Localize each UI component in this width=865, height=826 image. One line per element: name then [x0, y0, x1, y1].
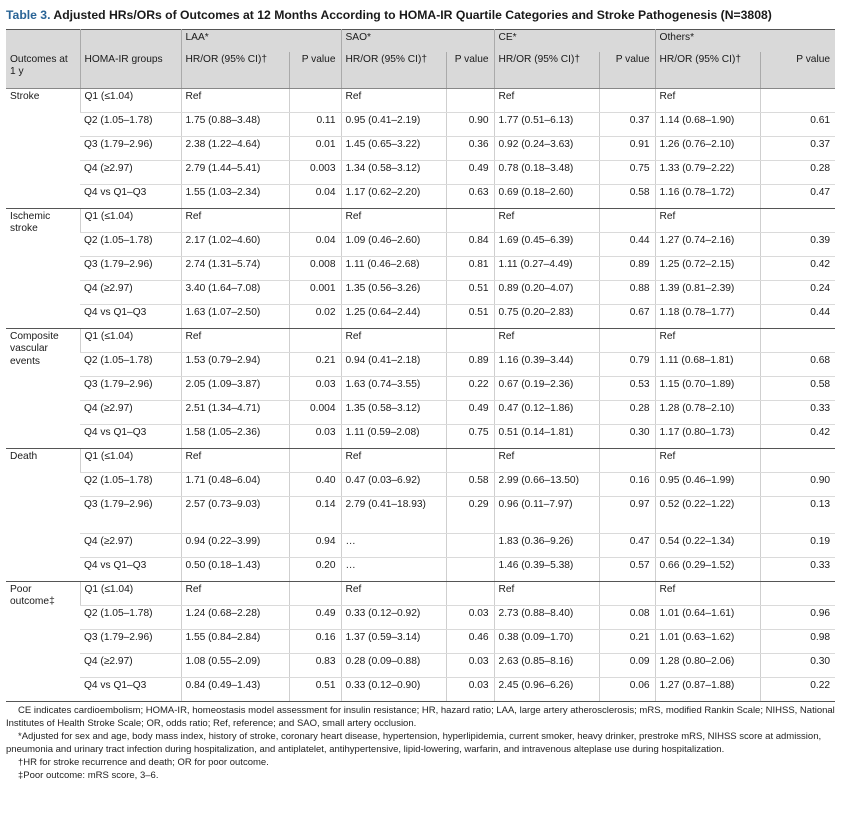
- hr-or-cell: 1.77 (0.51–6.13): [494, 112, 599, 136]
- homa-ir-group: Q3 (1.79–2.96): [80, 629, 181, 653]
- homa-ir-group: Q4 (≥2.97): [80, 400, 181, 424]
- p-value-cell: [760, 88, 835, 112]
- hr-or-cell: 1.01 (0.64–1.61): [655, 605, 760, 629]
- hr-or-cell: 2.73 (0.88–8.40): [494, 605, 599, 629]
- hr-or-cell: 1.35 (0.56–3.26): [341, 280, 446, 304]
- hr-or-cell: 1.37 (0.59–3.14): [341, 629, 446, 653]
- hr-or-cell: Ref: [494, 88, 599, 112]
- hr-or-cell: 0.33 (0.12–0.92): [341, 605, 446, 629]
- p-value-cell: 0.44: [760, 304, 835, 328]
- p-value-cell: 0.61: [760, 112, 835, 136]
- p-value-cell: 0.89: [599, 256, 655, 280]
- group-header-row: [6, 29, 835, 52]
- col-header-hr: HR/OR (95% CI)†: [655, 52, 760, 89]
- p-value-cell: 0.90: [446, 112, 494, 136]
- hr-or-cell: 2.51 (1.34–4.71): [181, 400, 289, 424]
- hr-or-cell: Ref: [181, 88, 289, 112]
- group-header-others: Others*: [655, 29, 835, 52]
- hr-or-cell: 1.55 (1.03–2.34): [181, 184, 289, 208]
- table-row: [6, 88, 835, 112]
- p-value-cell: 0.28: [599, 400, 655, 424]
- hr-or-cell: 1.53 (0.79–2.94): [181, 352, 289, 376]
- p-value-cell: 0.24: [760, 280, 835, 304]
- p-value-cell: 0.89: [446, 352, 494, 376]
- hr-or-cell: 1.11 (0.59–2.08): [341, 424, 446, 448]
- homa-ir-group: Q3 (1.79–2.96): [80, 496, 181, 533]
- hr-or-cell: 1.69 (0.45–6.39): [494, 232, 599, 256]
- p-value-cell: [289, 88, 341, 112]
- p-value-cell: [446, 208, 494, 232]
- col-header-hr: HR/OR (95% CI)†: [341, 52, 446, 89]
- hr-or-cell: 1.33 (0.79–2.22): [655, 160, 760, 184]
- hr-or-cell: 1.11 (0.68–1.81): [655, 352, 760, 376]
- p-value-cell: 0.84: [446, 232, 494, 256]
- column-header-row: [6, 52, 835, 89]
- homa-ir-group: Q2 (1.05–1.78): [80, 472, 181, 496]
- col-header-p: P value: [599, 52, 655, 89]
- p-value-cell: 0.97: [599, 496, 655, 533]
- homa-ir-group: Q4 (≥2.97): [80, 653, 181, 677]
- col-header-p: P value: [446, 52, 494, 89]
- table-row: [6, 208, 835, 232]
- p-value-cell: 0.11: [289, 112, 341, 136]
- hr-or-cell: 2.38 (1.22–4.64): [181, 136, 289, 160]
- hr-or-cell: 0.94 (0.41–2.18): [341, 352, 446, 376]
- hr-or-cell: 1.27 (0.87–1.88): [655, 677, 760, 701]
- p-value-cell: [599, 208, 655, 232]
- p-value-cell: 0.36: [446, 136, 494, 160]
- hr-or-cell: 0.94 (0.22–3.99): [181, 533, 289, 557]
- hr-or-cell: 1.28 (0.80–2.06): [655, 653, 760, 677]
- hr-or-cell: 0.28 (0.09–0.88): [341, 653, 446, 677]
- table-row: [6, 112, 835, 136]
- p-value-cell: 0.02: [289, 304, 341, 328]
- homa-ir-group: Q4 vs Q1–Q3: [80, 677, 181, 701]
- hr-or-cell: Ref: [181, 208, 289, 232]
- p-value-cell: 0.03: [446, 605, 494, 629]
- homa-ir-group: Q1 (≤1.04): [80, 448, 181, 472]
- hr-or-cell: 2.99 (0.66–13.50): [494, 472, 599, 496]
- p-value-cell: 0.53: [599, 376, 655, 400]
- p-value-cell: 0.28: [760, 160, 835, 184]
- footnote-adjustment: *Adjusted for sex and age, body mass index, history of stroke, coronary heart disease, hypertension, hyperlipidemia, current smoker, heavy drinker, prestroke mRS, NIHSS score at admission, pneumonia and urinary tract infection during hospitalization, and antiplatelet, antihypertensive, lipid-lowering, warfarin, and intravenous alteplase use during hospitalization.: [6, 730, 822, 755]
- p-value-cell: 0.46: [446, 629, 494, 653]
- homa-ir-group: Q2 (1.05–1.78): [80, 112, 181, 136]
- hr-or-cell: 1.16 (0.39–3.44): [494, 352, 599, 376]
- p-value-cell: [446, 448, 494, 472]
- table-title: Adjusted HRs/ORs of Outcomes at 12 Months According to HOMA-IR Quartile Categories and Stroke Pathogenesis (N=3808): [53, 8, 772, 22]
- hr-or-cell: Ref: [341, 581, 446, 605]
- p-value-cell: 0.003: [289, 160, 341, 184]
- p-value-cell: 0.75: [446, 424, 494, 448]
- table-row: [6, 533, 835, 557]
- hr-or-cell: 1.11 (0.27–4.49): [494, 256, 599, 280]
- p-value-cell: 0.19: [760, 533, 835, 557]
- p-value-cell: 0.67: [599, 304, 655, 328]
- hr-or-cell: 1.15 (0.70–1.89): [655, 376, 760, 400]
- table-row: [6, 557, 835, 581]
- outcome-label: Composite vascular events: [6, 328, 80, 448]
- homa-ir-group: Q4 vs Q1–Q3: [80, 557, 181, 581]
- p-value-cell: 0.01: [289, 136, 341, 160]
- homa-ir-group: Q2 (1.05–1.78): [80, 605, 181, 629]
- hr-or-cell: 0.67 (0.19–2.36): [494, 376, 599, 400]
- homa-ir-group: Q4 vs Q1–Q3: [80, 424, 181, 448]
- col-header-p: P value: [289, 52, 341, 89]
- table-row: [6, 304, 835, 328]
- homa-ir-group: Q3 (1.79–2.96): [80, 376, 181, 400]
- homa-ir-group: Q2 (1.05–1.78): [80, 232, 181, 256]
- p-value-cell: 0.04: [289, 232, 341, 256]
- p-value-cell: 0.40: [289, 472, 341, 496]
- p-value-cell: 0.29: [446, 496, 494, 533]
- homa-ir-group: Q1 (≤1.04): [80, 208, 181, 232]
- outcome-label: Stroke: [6, 88, 80, 208]
- hr-or-cell: 0.51 (0.14–1.81): [494, 424, 599, 448]
- hr-or-cell: 1.17 (0.80–1.73): [655, 424, 760, 448]
- hr-or-cell: Ref: [181, 328, 289, 352]
- col-header-hr: HR/OR (95% CI)†: [494, 52, 599, 89]
- p-value-cell: 0.91: [599, 136, 655, 160]
- homa-ir-group: Q1 (≤1.04): [80, 328, 181, 352]
- hr-or-cell: Ref: [655, 328, 760, 352]
- hr-or-cell: 2.05 (1.09–3.87): [181, 376, 289, 400]
- p-value-cell: [760, 208, 835, 232]
- hr-or-cell: 2.79 (0.41–18.93): [341, 496, 446, 533]
- table-caption: [6, 8, 835, 24]
- outcome-label: Death: [6, 448, 80, 581]
- hr-or-cell: 2.63 (0.85–8.16): [494, 653, 599, 677]
- table-row: [6, 280, 835, 304]
- hr-or-cell: 1.63 (0.74–3.55): [341, 376, 446, 400]
- p-value-cell: 0.49: [289, 605, 341, 629]
- table-label: Table 3.: [6, 8, 51, 22]
- group-header-laa: LAA*: [181, 29, 341, 52]
- table-row: [6, 328, 835, 352]
- p-value-cell: 0.14: [289, 496, 341, 533]
- hr-or-cell: Ref: [341, 88, 446, 112]
- hr-or-cell: 1.25 (0.64–2.44): [341, 304, 446, 328]
- p-value-cell: 0.13: [760, 496, 835, 533]
- hr-or-cell: 3.40 (1.64–7.08): [181, 280, 289, 304]
- hr-or-cell: 0.47 (0.12–1.86): [494, 400, 599, 424]
- hr-or-cell: 1.25 (0.72–2.15): [655, 256, 760, 280]
- p-value-cell: [289, 208, 341, 232]
- p-value-cell: [599, 88, 655, 112]
- group-header-sao: SAO*: [341, 29, 494, 52]
- table-body: [6, 88, 835, 701]
- hr-or-cell: 1.14 (0.68–1.90): [655, 112, 760, 136]
- table-row: [6, 472, 835, 496]
- hr-or-cell: 0.92 (0.24–3.63): [494, 136, 599, 160]
- header-blank: [6, 29, 80, 52]
- p-value-cell: 0.51: [446, 280, 494, 304]
- hr-or-cell: 0.78 (0.18–3.48): [494, 160, 599, 184]
- hr-or-cell: 0.52 (0.22–1.22): [655, 496, 760, 533]
- p-value-cell: 0.37: [760, 136, 835, 160]
- p-value-cell: 0.37: [599, 112, 655, 136]
- p-value-cell: [599, 581, 655, 605]
- p-value-cell: 0.16: [289, 629, 341, 653]
- hr-or-cell: 1.01 (0.63–1.62): [655, 629, 760, 653]
- group-header-ce: CE*: [494, 29, 655, 52]
- p-value-cell: 0.004: [289, 400, 341, 424]
- p-value-cell: 0.42: [760, 256, 835, 280]
- table-row: [6, 629, 835, 653]
- homa-ir-group: Q1 (≤1.04): [80, 581, 181, 605]
- table-row: [6, 352, 835, 376]
- p-value-cell: 0.09: [599, 653, 655, 677]
- p-value-cell: 0.63: [446, 184, 494, 208]
- p-value-cell: 0.03: [289, 424, 341, 448]
- p-value-cell: 0.06: [599, 677, 655, 701]
- p-value-cell: 0.96: [760, 605, 835, 629]
- p-value-cell: [446, 557, 494, 581]
- p-value-cell: 0.58: [446, 472, 494, 496]
- hr-or-cell: Ref: [181, 581, 289, 605]
- p-value-cell: 0.51: [446, 304, 494, 328]
- hr-or-cell: 1.46 (0.39–5.38): [494, 557, 599, 581]
- p-value-cell: 0.98: [760, 629, 835, 653]
- p-value-cell: 0.47: [599, 533, 655, 557]
- hr-or-cell: Ref: [494, 581, 599, 605]
- hr-or-cell: 1.28 (0.78–2.10): [655, 400, 760, 424]
- hr-or-cell: 1.27 (0.74–2.16): [655, 232, 760, 256]
- hr-or-cell: Ref: [341, 448, 446, 472]
- homa-ir-group: Q4 vs Q1–Q3: [80, 304, 181, 328]
- hr-or-cell: Ref: [494, 208, 599, 232]
- p-value-cell: [446, 533, 494, 557]
- hr-or-cell: 0.89 (0.20–4.07): [494, 280, 599, 304]
- p-value-cell: 0.81: [446, 256, 494, 280]
- hr-or-cell: 0.75 (0.20–2.83): [494, 304, 599, 328]
- p-value-cell: 0.79: [599, 352, 655, 376]
- p-value-cell: 0.21: [289, 352, 341, 376]
- hr-or-cell: 2.74 (1.31–5.74): [181, 256, 289, 280]
- table-footnotes: [6, 704, 835, 782]
- col-header-p: P value: [760, 52, 835, 89]
- p-value-cell: 0.94: [289, 533, 341, 557]
- hr-or-cell: 0.50 (0.18–1.43): [181, 557, 289, 581]
- table-row: [6, 581, 835, 605]
- hr-or-cell: 0.95 (0.46–1.99): [655, 472, 760, 496]
- table-row: [6, 448, 835, 472]
- hr-or-cell: Ref: [655, 88, 760, 112]
- hr-or-cell: 1.45 (0.65–3.22): [341, 136, 446, 160]
- hr-or-cell: 1.75 (0.88–3.48): [181, 112, 289, 136]
- outcome-label: Ischemic stroke: [6, 208, 80, 328]
- hr-or-cell: 1.26 (0.76–2.10): [655, 136, 760, 160]
- p-value-cell: [760, 581, 835, 605]
- hr-or-cell: Ref: [181, 448, 289, 472]
- col-header-hr: HR/OR (95% CI)†: [181, 52, 289, 89]
- hr-or-cell: Ref: [494, 448, 599, 472]
- table-figure: [6, 8, 835, 782]
- hr-or-cell: 1.17 (0.62–2.20): [341, 184, 446, 208]
- hr-or-cell: 2.45 (0.96–6.26): [494, 677, 599, 701]
- col-header-outcome: Outcomes at 1 y: [6, 52, 80, 89]
- hr-or-cell: Ref: [655, 581, 760, 605]
- hr-or-cell: 1.58 (1.05–2.36): [181, 424, 289, 448]
- p-value-cell: 0.57: [599, 557, 655, 581]
- hr-or-cell: 1.39 (0.81–2.39): [655, 280, 760, 304]
- hr-or-cell: 0.84 (0.49–1.43): [181, 677, 289, 701]
- p-value-cell: 0.47: [760, 184, 835, 208]
- homa-ir-group: Q4 (≥2.97): [80, 280, 181, 304]
- p-value-cell: 0.88: [599, 280, 655, 304]
- p-value-cell: 0.58: [760, 376, 835, 400]
- p-value-cell: 0.83: [289, 653, 341, 677]
- p-value-cell: [599, 448, 655, 472]
- p-value-cell: [760, 448, 835, 472]
- hr-or-cell: 2.57 (0.73–9.03): [181, 496, 289, 533]
- homa-ir-group: Q3 (1.79–2.96): [80, 256, 181, 280]
- hr-or-cell: 1.83 (0.36–9.26): [494, 533, 599, 557]
- p-value-cell: 0.58: [599, 184, 655, 208]
- footnote-hr-or: †HR for stroke recurrence and death; OR for poor outcome.: [18, 756, 269, 768]
- hr-or-cell: 0.33 (0.12–0.90): [341, 677, 446, 701]
- hr-or-cell: 1.11 (0.46–2.68): [341, 256, 446, 280]
- hr-or-cell: 2.79 (1.44–5.41): [181, 160, 289, 184]
- hr-or-cell: 1.09 (0.46–2.60): [341, 232, 446, 256]
- homa-ir-group: Q2 (1.05–1.78): [80, 352, 181, 376]
- p-value-cell: 0.33: [760, 400, 835, 424]
- p-value-cell: 0.03: [446, 677, 494, 701]
- table-row: [6, 184, 835, 208]
- table-row: [6, 232, 835, 256]
- p-value-cell: [446, 581, 494, 605]
- table-row: [6, 653, 835, 677]
- table-row: [6, 400, 835, 424]
- table-row: [6, 256, 835, 280]
- hr-or-cell: 1.08 (0.55–2.09): [181, 653, 289, 677]
- p-value-cell: 0.008: [289, 256, 341, 280]
- p-value-cell: 0.75: [599, 160, 655, 184]
- homa-ir-group: Q4 vs Q1–Q3: [80, 184, 181, 208]
- hr-or-cell: …: [341, 533, 446, 557]
- p-value-cell: 0.68: [760, 352, 835, 376]
- p-value-cell: [289, 448, 341, 472]
- homa-ir-group: Q1 (≤1.04): [80, 88, 181, 112]
- footnote-abbreviations: CE indicates cardioembolism; HOMA-IR, homeostasis model assessment for insulin resistance; HR, hazard ratio; LAA, large artery atherosclerosis; mRS, modified Rankin Scale; NIHSS, National Institutes of Health Stroke Scale; OR, odds ratio; Ref, reference; and SAO, small artery occlusion.: [6, 704, 835, 729]
- p-value-cell: 0.03: [446, 653, 494, 677]
- hr-or-cell: 0.38 (0.09–1.70): [494, 629, 599, 653]
- p-value-cell: [446, 328, 494, 352]
- hr-or-cell: 0.47 (0.03–6.92): [341, 472, 446, 496]
- hr-or-cell: 1.35 (0.58–3.12): [341, 400, 446, 424]
- p-value-cell: 0.22: [760, 677, 835, 701]
- p-value-cell: 0.30: [760, 653, 835, 677]
- hr-or-cell: 0.96 (0.11–7.97): [494, 496, 599, 533]
- hr-or-cell: 1.63 (1.07–2.50): [181, 304, 289, 328]
- hr-or-cell: …: [341, 557, 446, 581]
- col-header-groups: HOMA-IR groups: [80, 52, 181, 89]
- p-value-cell: 0.90: [760, 472, 835, 496]
- p-value-cell: 0.44: [599, 232, 655, 256]
- p-value-cell: 0.51: [289, 677, 341, 701]
- p-value-cell: 0.33: [760, 557, 835, 581]
- hr-or-cell: Ref: [341, 328, 446, 352]
- hr-or-cell: 2.17 (1.02–4.60): [181, 232, 289, 256]
- hr-or-cell: 0.66 (0.29–1.52): [655, 557, 760, 581]
- p-value-cell: 0.39: [760, 232, 835, 256]
- p-value-cell: 0.30: [599, 424, 655, 448]
- p-value-cell: 0.03: [289, 376, 341, 400]
- table-row: [6, 136, 835, 160]
- p-value-cell: [289, 328, 341, 352]
- hr-or-cell: 1.71 (0.48–6.04): [181, 472, 289, 496]
- hr-or-cell: 1.24 (0.68–2.28): [181, 605, 289, 629]
- homa-ir-group: Q3 (1.79–2.96): [80, 136, 181, 160]
- p-value-cell: [289, 581, 341, 605]
- p-value-cell: 0.42: [760, 424, 835, 448]
- outcome-label: Poor outcome‡: [6, 581, 80, 701]
- p-value-cell: 0.22: [446, 376, 494, 400]
- hr-or-cell: 0.69 (0.18–2.60): [494, 184, 599, 208]
- hr-or-cell: 0.54 (0.22–1.34): [655, 533, 760, 557]
- table-row: [6, 677, 835, 701]
- hr-or-cell: 1.16 (0.78–1.72): [655, 184, 760, 208]
- hr-or-cell: 0.95 (0.41–2.19): [341, 112, 446, 136]
- footnote-poor-outcome: ‡Poor outcome: mRS score, 3–6.: [18, 769, 159, 781]
- table-row: [6, 424, 835, 448]
- hr-or-cell: Ref: [494, 328, 599, 352]
- p-value-cell: 0.001: [289, 280, 341, 304]
- hr-or-cell: 1.55 (0.84–2.84): [181, 629, 289, 653]
- p-value-cell: 0.21: [599, 629, 655, 653]
- results-table: [6, 29, 835, 702]
- p-value-cell: 0.04: [289, 184, 341, 208]
- p-value-cell: 0.49: [446, 160, 494, 184]
- homa-ir-group: Q4 (≥2.97): [80, 160, 181, 184]
- table-row: [6, 376, 835, 400]
- homa-ir-group: Q4 (≥2.97): [80, 533, 181, 557]
- hr-or-cell: Ref: [655, 208, 760, 232]
- p-value-cell: 0.16: [599, 472, 655, 496]
- p-value-cell: [760, 328, 835, 352]
- p-value-cell: [446, 88, 494, 112]
- p-value-cell: 0.08: [599, 605, 655, 629]
- hr-or-cell: Ref: [655, 448, 760, 472]
- hr-or-cell: Ref: [341, 208, 446, 232]
- hr-or-cell: 1.18 (0.78–1.77): [655, 304, 760, 328]
- p-value-cell: [599, 328, 655, 352]
- hr-or-cell: 1.34 (0.58–3.12): [341, 160, 446, 184]
- table-row: [6, 160, 835, 184]
- table-row: [6, 605, 835, 629]
- table-row: [6, 496, 835, 533]
- header-blank: [80, 29, 181, 52]
- p-value-cell: 0.49: [446, 400, 494, 424]
- p-value-cell: 0.20: [289, 557, 341, 581]
